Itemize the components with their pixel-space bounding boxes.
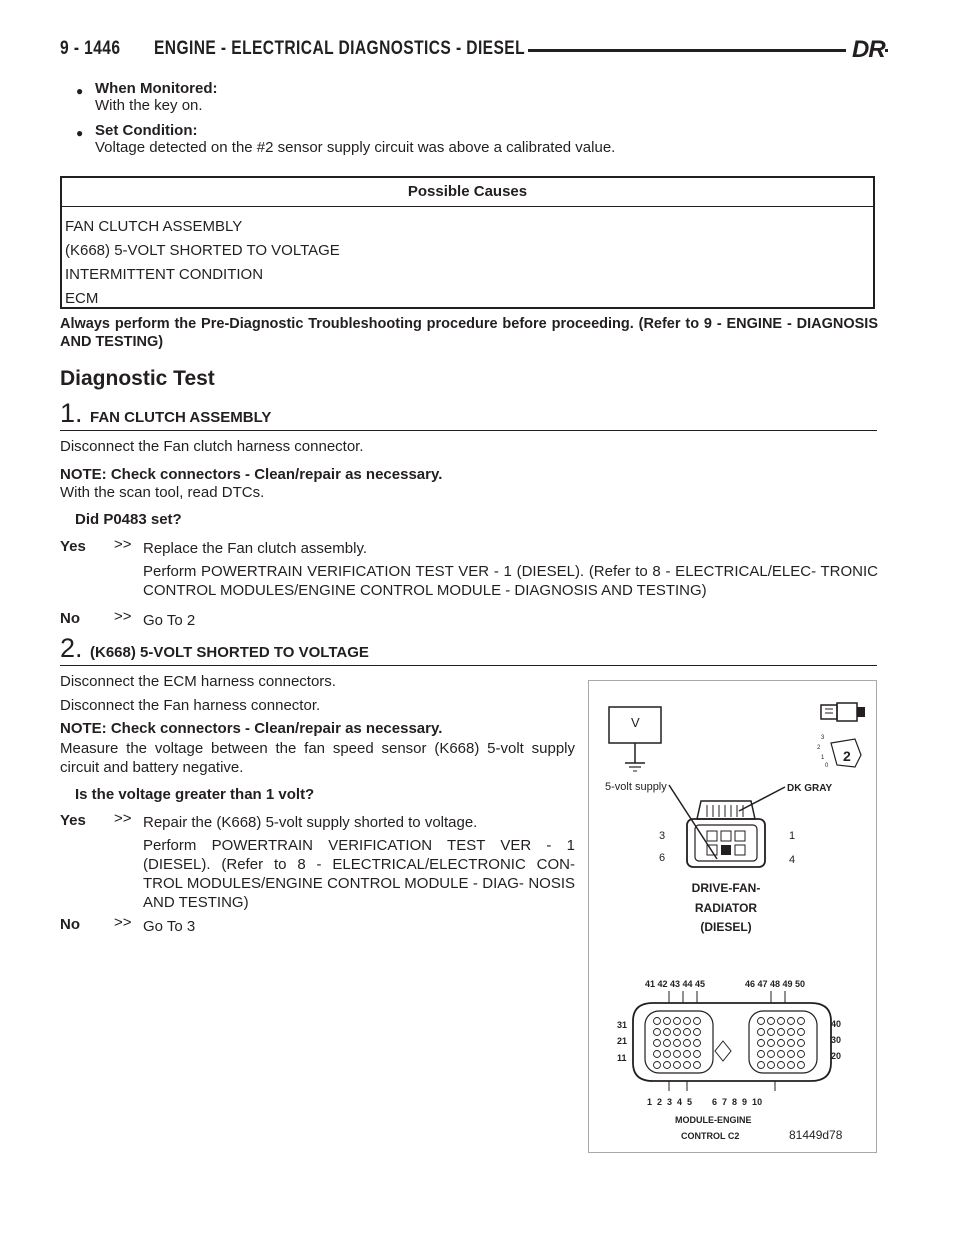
svg-text:2: 2 — [817, 745, 821, 751]
causes-title: Possible Causes — [62, 178, 873, 207]
pin-label: 20 — [831, 1051, 842, 1061]
model-code: DR — [846, 36, 885, 64]
monitored-label: When Monitored: — [95, 80, 218, 97]
step2-line3: Measure the voltage between the fan speed sensor (K668) 5-volt supply circuit and battery negative. — [60, 740, 575, 776]
fan-connector-name: DRIVE-FAN- — [691, 881, 761, 895]
svg-text:3: 3 — [821, 735, 825, 741]
svg-text:0: 0 — [825, 763, 829, 769]
bullet-icon: ● — [76, 126, 84, 140]
step2-no-text: Go To 3 — [143, 918, 196, 935]
mini-connector-icon — [817, 735, 861, 769]
diagnostic-test-heading: Diagnostic Test — [60, 367, 215, 390]
pin-label: 30 — [831, 1035, 842, 1045]
pin-label: 31 — [617, 1020, 628, 1030]
supply-label: 5-volt supply — [605, 781, 667, 793]
step1-yes-text2: Perform POWERTRAIN VERIFICATION TEST VER - 1 (DIESEL). (Refer to 8 - ELECTRICAL/ELEC- TRONIC CONTROL MODULES/ENGINE CONTROL MODULE - DIAGNOSIS AND TESTING) — [143, 563, 878, 599]
fan-connector-name: (DIESEL) — [700, 920, 752, 934]
yes-label: Yes — [60, 812, 86, 829]
pin-row-label: 1 2 3 4 5 6 7 8 9 10 — [647, 1097, 763, 1107]
module-name: MODULE-ENGINE — [675, 1115, 752, 1125]
step-title: FAN CLUTCH ASSEMBLY — [90, 409, 272, 426]
figure-id: 81449d78 — [789, 1128, 843, 1142]
svg-text:1: 1 — [821, 755, 825, 761]
cause-item: ECM — [65, 290, 99, 307]
page-header — [60, 36, 885, 68]
step2-note: NOTE: Check connectors - Clean/repair as necessary. — [60, 720, 443, 737]
set-condition-text: Voltage detected on the #2 sensor supply circuit was above a calibrated value. — [95, 139, 616, 156]
arrow-label: >> — [114, 536, 132, 553]
step-number: 2. — [60, 633, 83, 663]
pin-label: 6 — [659, 852, 666, 864]
set-condition-label: Set Condition: — [95, 122, 198, 139]
no-label: No — [60, 916, 80, 933]
step-number: 1. — [60, 398, 83, 428]
step1-note: NOTE: Check connectors - Clean/repair as necessary. — [60, 466, 443, 483]
possible-causes-table — [60, 176, 875, 309]
header-rule — [528, 49, 888, 52]
wire-color-label: DK GRAY — [787, 783, 833, 794]
step2-yes-text1: Repair the (K668) 5-volt supply shorted to voltage. — [143, 814, 478, 831]
arrow-label: >> — [114, 810, 132, 827]
step2-question: Is the voltage greater than 1 volt? — [75, 786, 315, 803]
step1-line2: With the scan tool, read DTCs. — [60, 484, 265, 501]
page-number: 9 - 1446 — [60, 38, 121, 59]
pin-label: 21 — [617, 1036, 628, 1046]
step2-yes-text2: Perform POWERTRAIN VERIFICATION TEST VER - 1 (DIESEL). (Refer to 8 - ELECTRICAL/ELECTRONIC CON- TROL MODULES/ENGINE CONTROL MODULE - DIAG- NOSIS AND TESTING) — [143, 837, 575, 911]
cause-item: (K668) 5-VOLT SHORTED TO VOLTAGE — [65, 242, 340, 259]
arrow-label: >> — [114, 608, 132, 625]
module-name: CONTROL C2 — [681, 1131, 740, 1141]
pin-label: 3 — [659, 830, 666, 842]
step1-yes-text1: Replace the Fan clutch assembly. — [143, 540, 367, 557]
step1-no-text: Go To 2 — [143, 612, 196, 629]
page-title: ENGINE - ELECTRICAL DIAGNOSTICS - DIESEL — [154, 38, 526, 59]
pin-label: 40 — [831, 1019, 842, 1029]
step-1-header — [60, 400, 877, 431]
bullet-icon: ● — [76, 84, 84, 98]
step-title: (K668) 5-VOLT SHORTED TO VOLTAGE — [90, 644, 369, 661]
pre-diagnostic-note: Always perform the Pre-Diagnostic Troubleshooting procedure before proceeding. (Refer to 9 - ENGINE - DIAGNOSIS AND TESTING) — [60, 316, 878, 350]
step1-question: Did P0483 set? — [75, 511, 182, 528]
svg-text:2: 2 — [843, 748, 851, 764]
arrow-label: >> — [114, 914, 132, 931]
monitored-text: With the key on. — [95, 97, 203, 114]
cause-item: INTERMITTENT CONDITION — [65, 266, 264, 283]
pin-row-label: 41 42 43 44 45 — [645, 979, 706, 989]
step2-line1: Disconnect the ECM harness connectors. — [60, 673, 336, 690]
connector-diagram — [589, 681, 876, 1152]
step2-line2: Disconnect the Fan harness connector. — [60, 697, 321, 714]
connector-icon — [821, 703, 865, 721]
yes-label: Yes — [60, 538, 86, 555]
pin-label: 11 — [617, 1053, 627, 1063]
meter-label: V — [631, 715, 640, 730]
pin-label: 1 — [789, 830, 796, 842]
no-label: No — [60, 610, 80, 627]
step-2-header — [60, 635, 877, 666]
wiring-diagram-figure — [588, 680, 877, 1153]
pin-row-label: 46 47 48 49 50 — [745, 979, 806, 989]
cause-item: FAN CLUTCH ASSEMBLY — [65, 218, 243, 235]
pin-label: 4 — [789, 854, 796, 866]
fan-connector-name: RADIATOR — [694, 901, 758, 915]
step1-line1: Disconnect the Fan clutch harness connector. — [60, 438, 364, 455]
